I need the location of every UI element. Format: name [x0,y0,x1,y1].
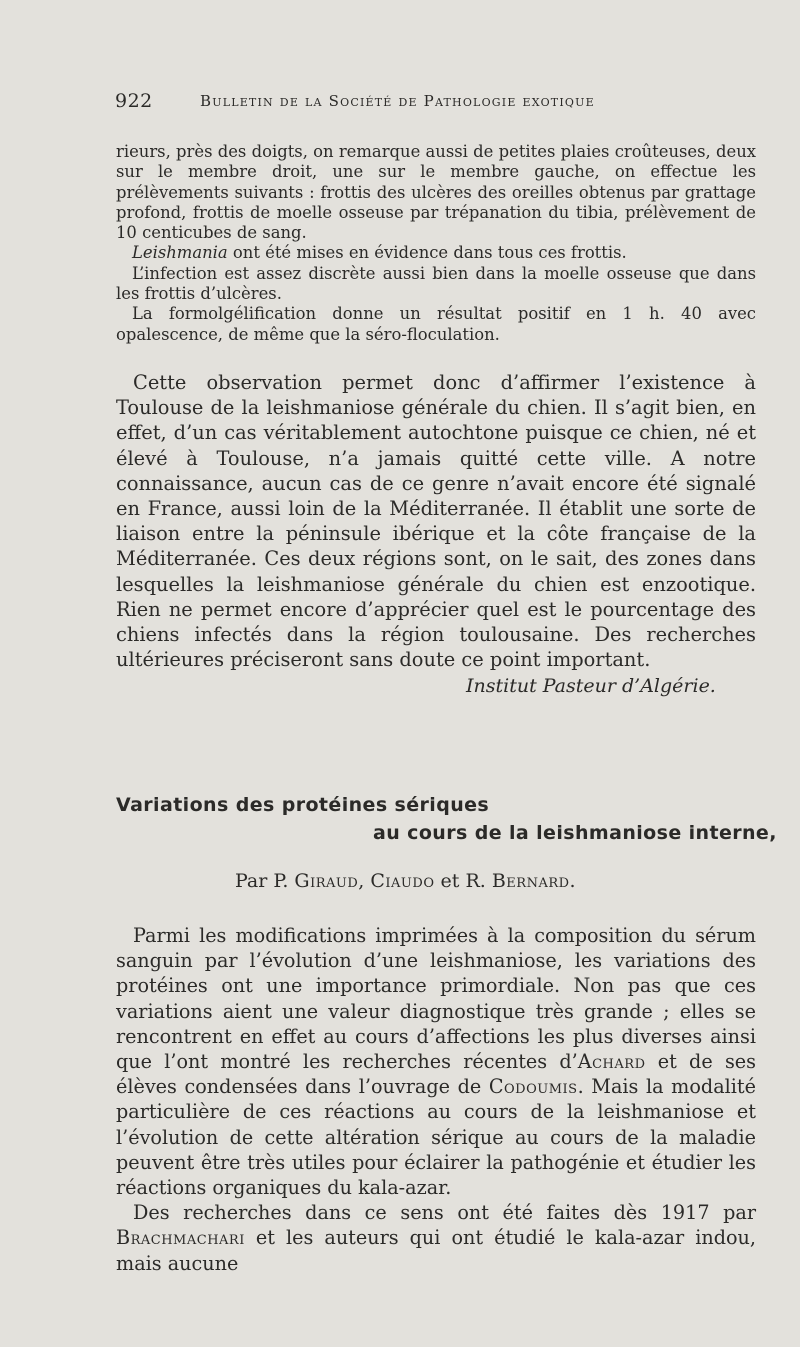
authors-period: . [569,870,576,892]
article-body [116,923,756,1276]
article-paragraph-2 [116,1200,756,1276]
ref-achard: Achard [577,1050,646,1074]
article-title-line-1: Variations des protéines sériques [116,794,490,816]
author-ciaudo: Ciaudo [370,870,435,892]
report-paragraph-1: rieurs, près des doigts, on remarque aussi de petites plaies croûteuses, deux sur le membre droit, une sur le membre gauche, on effectue les prélèvements suivants : frottis des ulcères des oreilles obtenus par grattage profond, frottis de moelle osseuse par trépanation du tibia, prélèvement de 10 centicubes de sang. [116,142,756,243]
conclusion-text [116,370,756,672]
report-paragraph-4: La formolgélification donne un résultat positif en 1 h. 40 avec opalescence, de même que la séro-floculation. [116,304,756,344]
authors-prefix: Par P. [235,870,295,892]
report-paragraph-2 [116,243,756,263]
conclusion-paragraph: Cette observation permet donc d’affirmer l’existence à Toulouse de la leishmaniose générale du chien. Il s’agit bien, en effet, d’un cas véritablement autochtone puisque ce chien, né et élevé à Toulouse, n’a jamais quitté cette ville. A notre connaissance, aucun cas de ce genre n’avait encore été signalé en France, aussi loin de la Méditerranée. Il établit une sorte de liaison entre la péninsule ibérique et la côte française de la Méditerranée. Ces deux régions sont, on le sait, des zones dans lesquelles la leishmaniose générale du chien est enzootique. Rien ne permet encore d’apprécier quel est le pourcentage des chiens infectés dans la région toulousaine. Des recherches ultérieures préciseront sans doute ce point important. [116,371,756,672]
ref-codoumis: Codoumis [488,1075,578,1099]
article-paragraph-1-part-c: . Mais la modalité particulière de ces réactions au cours de la leishmaniose et l’évolution de cette altération sérique au cours de la maladie peuvent être très utiles pour éclairer la pathogénie et étudier les réactions organiques du kala-azar. [116,1075,756,1200]
article-paragraph-1-part-b: et de ses élèves condensées dans l’ouvrage de [116,1050,756,1099]
article-paragraph-1-part-a: Parmi les modifications imprimées à la composition du sérum sanguin par l’évolution d’une leishmaniose, les variations des protéines ont une importance primordiale. Non pas que ces variations aient une valeur diagnostique très grande ; elles se rencontrent en effet au cours d’affections les plus diverses ainsi que l’ont montré les recherches récentes d’ [116,924,756,1074]
article-authors [235,870,576,892]
report-paragraph-2-text: ont été mises en évidence dans tous ces frottis. [227,243,627,263]
author-bernard: Bernard [491,870,570,892]
article-paragraph-2-part-a: Des recherches dans ce sens ont été faites dès 1917 par [133,1201,756,1225]
article-paragraph-2-part-b: et les auteurs qui ont étudié le kala-azar indou, mais aucune [116,1226,756,1275]
article-title-line-2: au cours de la leishmaniose interne, [373,822,777,844]
page-number: 922 [115,90,153,112]
page-header [115,90,755,120]
leishmania-term: Leishmania [132,243,228,263]
report-paragraph-3: L’infection est assez discrète aussi bien dans la moelle osseuse que dans les frottis d’ulcères. [116,263,756,304]
case-report-text [116,142,756,345]
ref-brachmachari: Brachmachari [116,1226,245,1250]
authors-separator: , [358,870,371,892]
running-title: Bulletin de la Société de Pathologie exotique [200,92,595,110]
institution-signature: Institut Pasteur d’Algérie. [466,675,716,697]
author-giraud: Giraud [294,870,359,892]
authors-conjunction: et R. [434,870,492,892]
article-paragraph-1 [116,923,756,1200]
